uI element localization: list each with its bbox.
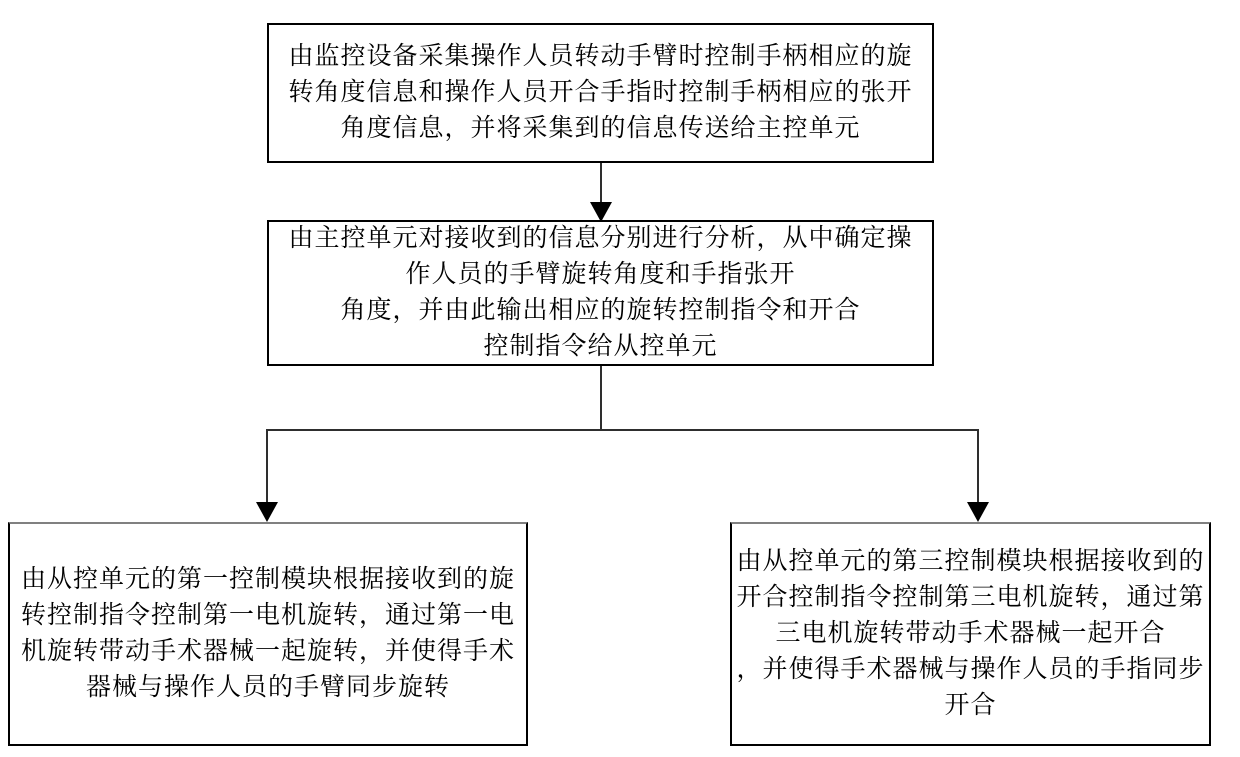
connector-branch-left bbox=[266, 429, 268, 503]
flow-box-rotate-module-text: 由从控单元的第一控制模块根据接收到的旋 转控制指令控制第一电机旋转，通过第一电 机旋转带动手术器械一起旋转，并使得手术 器械与操作人员的手臂同步旋转 bbox=[20, 566, 515, 701]
connector-branch-horizontal bbox=[266, 429, 979, 431]
flow-box-capture-text: 由监控设备采集操作人员转动手臂时控制手柄相应的旋 转角度信息和操作人员开合手指时控制手柄相应的张开 角度信息，并将采集到的信息传送给主控单元 bbox=[288, 43, 913, 142]
flow-box-analyze-text: 由主控单元对接收到的信息分别进行分析，从中确定操 作人员的手臂旋转角度和手指张开 角度，并由此输出相应的旋转控制指令和开合 控制指令给从控单元 bbox=[288, 225, 913, 360]
flow-box-analyze bbox=[267, 220, 934, 366]
connector-capture-to-analyze bbox=[600, 163, 602, 205]
flow-box-rotate-module bbox=[8, 522, 528, 746]
connector-analyze-stub bbox=[600, 366, 602, 430]
flow-box-open-close-module bbox=[730, 522, 1211, 746]
flow-box-capture bbox=[267, 23, 934, 163]
arrowhead-down-icon bbox=[590, 202, 612, 222]
arrowhead-down-icon bbox=[256, 502, 278, 522]
connector-branch-right bbox=[977, 429, 979, 503]
flow-box-open-close-module-text: 由从控单元的第三控制模块根据接收到的 开合控制指令控制第三电机旋转，通过第 三电机旋转带动手术器械一起开合 ，并使得手术器械与操作人员的手指同步 开合 bbox=[736, 548, 1205, 719]
arrowhead-down-icon bbox=[967, 502, 989, 522]
